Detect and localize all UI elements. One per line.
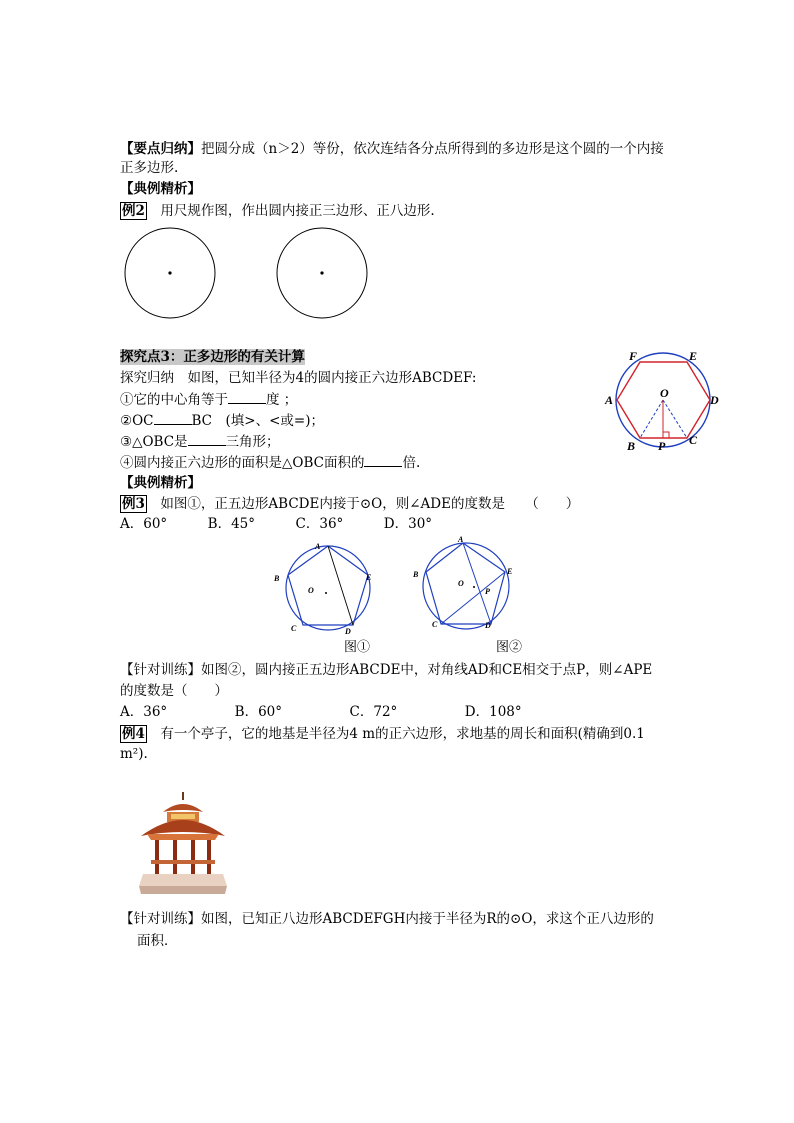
example-4-line-1: 例4 有一个亭子，它的地基是半径为4 m的正六边形，求地基的周长和面积(精确到0.1	[122, 726, 645, 742]
example-4-line-2: m²).	[120, 746, 148, 762]
explore-line-5: ④圆内接正六边形的面积是△OBC面积的 倍.	[120, 455, 421, 471]
examples-heading: 【典例精析】	[120, 181, 201, 197]
pent1-label-e: E	[366, 573, 372, 582]
explore-line-1: 探究归纳 如图，已知半径为4的圆内接正六边形ABCDEF:	[120, 370, 477, 386]
pent1-label-b: B	[274, 574, 280, 583]
pentagon-figure-1	[268, 538, 388, 656]
pent1-label-a: A	[315, 542, 321, 551]
explore-line-3: ②OC BC (填>、<或=)；	[120, 413, 324, 429]
training-2-line-2: 面积．	[137, 933, 178, 949]
pent2-label-o: O	[458, 579, 464, 588]
pent2-label-b: B	[413, 570, 419, 579]
training-1-options: A．36° B．60° C．72° D．108°	[120, 704, 522, 720]
explore-line-2: ①它的中心角等于 度 ；	[120, 392, 298, 408]
key-point-line-1: 【要点归纳】把圆分成（n＞2）等份，依次连结各分点所得到的多边形是这个圆的一个内接	[120, 141, 664, 157]
label-e: E	[689, 349, 698, 363]
pentagon-figure-2	[408, 532, 538, 656]
label-f: F	[629, 349, 638, 363]
pent2-label-p: P	[485, 587, 490, 596]
pent2-label-d: D	[485, 621, 491, 630]
segment-ob	[640, 400, 663, 438]
figure-2-caption: 图②	[496, 639, 523, 654]
answer-blank	[228, 391, 266, 404]
explore-line-4: ③△OBC是 三角形；	[120, 434, 280, 450]
pavilion-image	[133, 790, 233, 900]
answer-blank	[154, 412, 192, 425]
example-3: 例3 如图①，正五边形ABCDE内接于⊙O，则∠ADE的度数是 （ ）	[122, 496, 580, 512]
pent2-label-e: E	[507, 567, 513, 576]
figure-1-caption: 图①	[344, 639, 371, 654]
training-1-line-2: 的度数是（ ）	[120, 683, 228, 699]
pent2-label-a: A	[458, 535, 464, 544]
examples-heading-2: 【典例精析】	[120, 475, 201, 491]
label-p: P	[658, 439, 666, 453]
pent1-label-d: D	[345, 627, 351, 636]
answer-blank	[364, 454, 402, 467]
label-d: D	[710, 393, 719, 407]
label-a: A	[605, 393, 614, 407]
answer-blank	[188, 433, 226, 446]
training-2-line-1: 【针对训练】如图，已知正八边形ABCDEFGH内接于半径为R的⊙O，求这个正八边形的	[120, 911, 654, 927]
label-o: O	[660, 386, 669, 400]
example-2: 例2 用尺规作图，作出圆内接正三边形、正八边形.	[122, 203, 435, 219]
hexagon-figure	[600, 348, 730, 456]
pent1-label-c: C	[291, 624, 297, 633]
label-c: C	[689, 433, 698, 447]
circle-right-center	[320, 271, 323, 274]
pent1-label-o: O	[308, 586, 314, 595]
circle-left-center	[168, 271, 171, 274]
label-b: B	[627, 439, 636, 453]
example-3-options: A．60° B．45° C．36° D．30°	[120, 516, 433, 532]
training-1-line-1: 【针对训练】如图②，圆内接正五边形ABCDE中，对角线AD和CE相交于点P，则∠APE	[120, 662, 653, 678]
pent2-label-c: C	[432, 620, 438, 629]
construction-circles	[120, 225, 380, 325]
right-angle-mark	[663, 432, 669, 438]
section-3-title: 探究点3：正多边形的有关计算	[120, 349, 305, 365]
key-point-line-2: 正多边形.	[120, 160, 179, 176]
